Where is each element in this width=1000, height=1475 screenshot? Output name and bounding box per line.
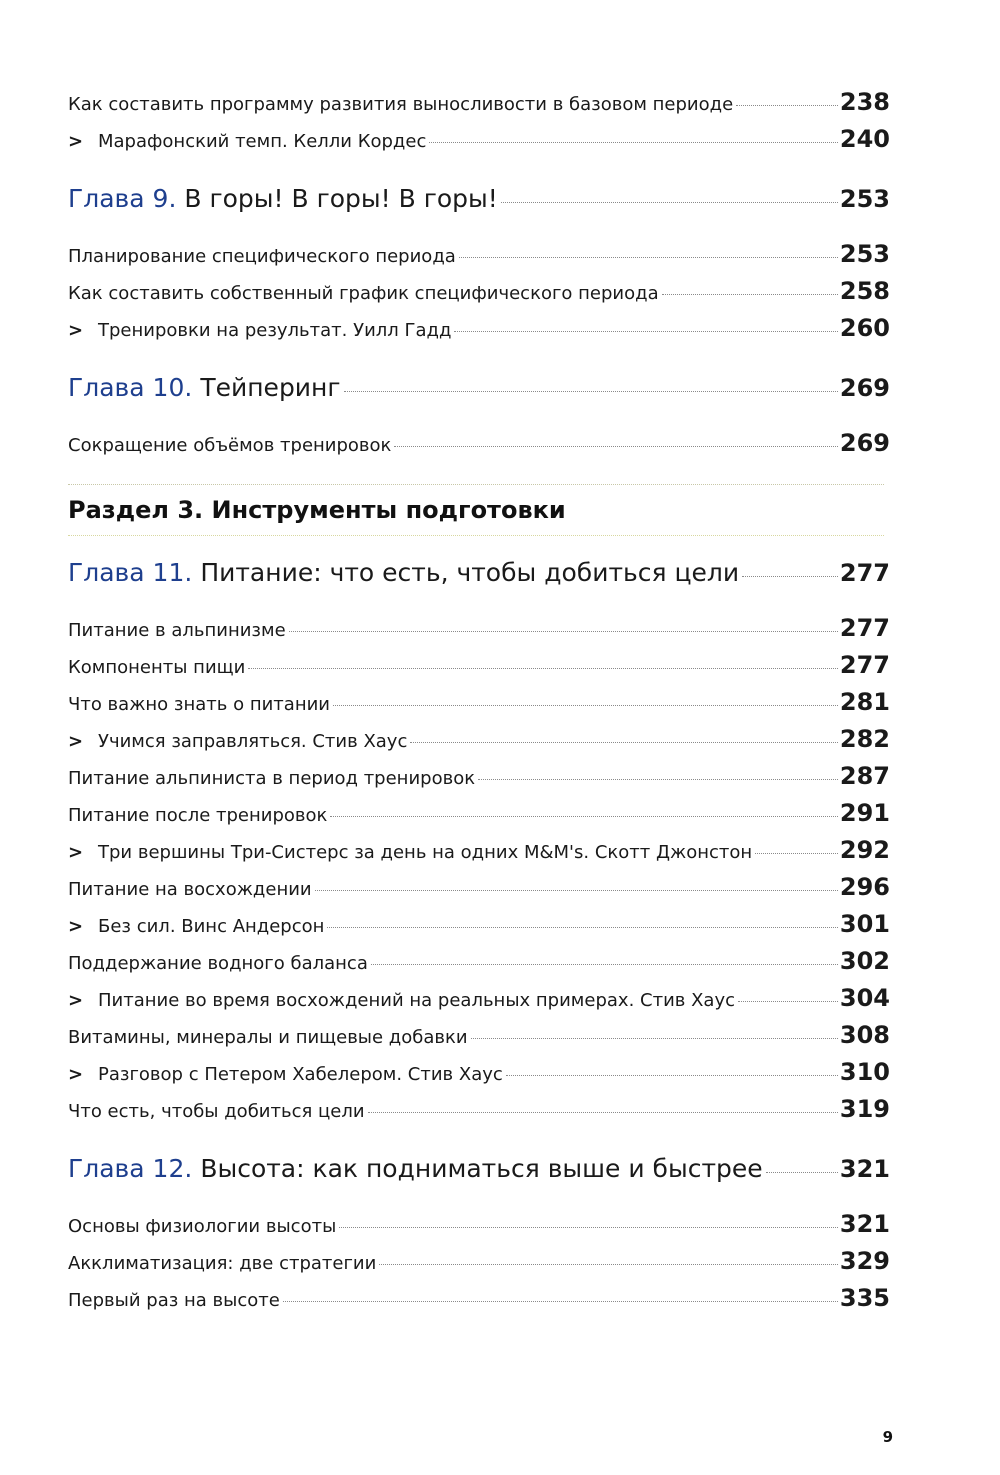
page-ref: 253	[839, 240, 890, 268]
chapter-title: Питание: что есть, чтобы добиться цели	[200, 558, 740, 587]
toc-entry[interactable]	[68, 1284, 890, 1321]
dot-leader	[371, 964, 838, 965]
page-ref: 310	[839, 1058, 890, 1086]
page-ref: 292	[839, 836, 890, 864]
toc-group	[68, 88, 890, 162]
toc-entry-title	[68, 916, 324, 937]
chapter-heading[interactable]	[68, 558, 890, 614]
toc-entry[interactable]	[68, 762, 890, 799]
toc-entry[interactable]	[68, 947, 890, 984]
dot-leader	[330, 816, 838, 817]
toc-group	[68, 1210, 890, 1321]
page-ref: 291	[839, 799, 890, 827]
page-ref: 277	[839, 559, 890, 587]
toc-entry[interactable]	[68, 910, 890, 947]
dot-leader	[501, 202, 838, 203]
toc-entry-text: Как составить программу развития выносливости в базовом периоде	[68, 94, 734, 115]
toc-entry-title	[68, 657, 245, 678]
chapter-heading[interactable]	[68, 184, 890, 240]
dot-leader	[410, 742, 838, 743]
toc-entry-title	[68, 1027, 468, 1048]
dot-leader	[394, 446, 837, 447]
toc-entry[interactable]	[68, 125, 890, 162]
toc-entry[interactable]	[68, 1210, 890, 1247]
toc-entry-text: Питание альпиниста в период тренировок	[68, 768, 476, 789]
toc-entry-title	[68, 131, 426, 152]
page-ref: 258	[839, 277, 890, 305]
dot-leader	[506, 1075, 838, 1076]
toc-entry[interactable]	[68, 725, 890, 762]
dot-leader	[738, 1001, 838, 1002]
toc-entry-title	[68, 620, 286, 641]
chapter-heading[interactable]	[68, 1154, 890, 1210]
toc-entry[interactable]	[68, 277, 890, 314]
toc-entry-text: Тренировки на результат. Уилл Гадд	[98, 320, 452, 341]
toc-entry[interactable]	[68, 836, 890, 873]
toc-entry-title	[68, 1216, 336, 1237]
toc-entry-title	[68, 320, 451, 341]
dot-leader	[755, 853, 838, 854]
page-ref: 329	[839, 1247, 890, 1275]
page-ref: 308	[839, 1021, 890, 1049]
toc-group	[68, 240, 890, 351]
toc-entry-title	[68, 1290, 280, 1311]
dot-leader	[429, 142, 838, 143]
toc-entry-title	[68, 731, 407, 752]
page-ref: 287	[839, 762, 890, 790]
chapter-label: Глава 11.	[68, 558, 193, 587]
dot-leader	[478, 779, 838, 780]
section-heading[interactable]	[68, 484, 884, 536]
toc-entry-text: Питание после тренировок	[68, 805, 328, 826]
dot-leader	[315, 890, 838, 891]
dot-leader	[459, 257, 838, 258]
toc-entry-text: Как составить собственный график специфического периода	[68, 283, 659, 304]
dot-leader	[379, 1264, 838, 1265]
toc-entry-text: Питание в альпинизме	[68, 620, 286, 641]
chapter-label: Глава 10.	[68, 373, 193, 402]
toc-entry-title	[68, 694, 330, 715]
toc-entry-text: Что важно знать о питании	[68, 694, 330, 715]
chevron-right-icon: >	[68, 1064, 84, 1085]
dot-leader	[368, 1112, 838, 1113]
dot-leader	[344, 391, 838, 392]
dot-leader	[283, 1301, 838, 1302]
table-of-contents	[68, 88, 890, 1321]
toc-entry-text: Питание во время восхождений на реальных примерах. Стив Хаус	[98, 990, 736, 1011]
toc-entry-text: Сокращение объёмов тренировок	[68, 435, 392, 456]
toc-entry[interactable]	[68, 651, 890, 688]
toc-entry-text: Учимся заправляться. Стив Хаус	[98, 731, 408, 752]
page-ref: 282	[839, 725, 890, 753]
toc-entry[interactable]	[68, 688, 890, 725]
toc-entry-text: Основы физиологии высоты	[68, 1216, 337, 1237]
chapter-label: Глава 12.	[68, 1154, 193, 1183]
page-ref: 238	[839, 88, 890, 116]
chevron-right-icon: >	[68, 990, 84, 1011]
toc-entry-text: Без сил. Винс Андерсон	[98, 916, 325, 937]
chapter-title: Тейперинг	[200, 373, 341, 402]
page-ref: 260	[839, 314, 890, 342]
page-number: 9	[882, 1428, 893, 1446]
page-ref: 335	[839, 1284, 890, 1312]
dot-leader	[248, 668, 838, 669]
toc-entry-title	[68, 435, 391, 456]
chevron-right-icon: >	[68, 131, 84, 152]
chevron-right-icon: >	[68, 731, 84, 752]
page-ref: 296	[839, 873, 890, 901]
page-ref: 277	[839, 614, 890, 642]
chapter-title: В горы! В горы! В горы!	[184, 184, 498, 213]
dot-leader	[289, 631, 838, 632]
toc-entry-title	[68, 842, 752, 863]
toc-entry[interactable]	[68, 88, 890, 125]
page-ref: 277	[839, 651, 890, 679]
page-ref: 319	[839, 1095, 890, 1123]
page-ref: 321	[839, 1210, 890, 1238]
toc-entry[interactable]	[68, 984, 890, 1021]
toc-entry-title	[68, 768, 475, 789]
page-ref: 281	[839, 688, 890, 716]
toc-group	[68, 429, 890, 466]
toc-entry-text: Поддержание водного баланса	[68, 953, 368, 974]
toc-entry[interactable]	[68, 1095, 890, 1132]
toc-entry[interactable]	[68, 429, 890, 466]
page-ref: 269	[839, 429, 890, 457]
page-ref: 269	[839, 374, 890, 402]
toc-entry-text: Первый раз на высоте	[68, 1290, 280, 1311]
toc-entry-title	[68, 246, 456, 267]
toc-entry[interactable]	[68, 614, 890, 651]
toc-entry-title	[68, 1101, 365, 1122]
toc-entry-text: Питание на восхождении	[68, 879, 312, 900]
toc-entry-title	[68, 953, 368, 974]
toc-entry-title	[68, 1253, 376, 1274]
toc-group	[68, 614, 890, 1132]
toc-entry[interactable]	[68, 799, 890, 836]
toc-entry-text: Витамины, минералы и пищевые добавки	[68, 1027, 468, 1048]
toc-entry[interactable]	[68, 1247, 890, 1284]
dot-leader	[333, 705, 838, 706]
dot-leader	[662, 294, 838, 295]
page-ref: 240	[839, 125, 890, 153]
toc-entry-text: Три вершины Три-Систерс за день на одних M&M's. Скотт Джонстон	[98, 842, 753, 863]
page-ref: 321	[839, 1155, 890, 1183]
page-ref: 304	[839, 984, 890, 1012]
dot-leader	[766, 1172, 838, 1173]
dot-leader	[742, 576, 838, 577]
chevron-right-icon: >	[68, 320, 84, 341]
toc-entry-title	[68, 94, 733, 115]
dot-leader	[736, 105, 838, 106]
dot-leader	[339, 1227, 838, 1228]
chapter-label: Глава 9.	[68, 184, 177, 213]
dot-leader	[454, 331, 837, 332]
page-ref: 302	[839, 947, 890, 975]
page-ref: 253	[839, 185, 890, 213]
toc-entry-text: Что есть, чтобы добиться цели	[68, 1101, 365, 1122]
chevron-right-icon: >	[68, 916, 84, 937]
toc-entry[interactable]	[68, 240, 890, 277]
toc-entry-text: Компоненты пищи	[68, 657, 246, 678]
toc-entry-title	[68, 805, 327, 826]
toc-entry-title	[68, 283, 659, 304]
toc-entry-title	[68, 1064, 503, 1085]
toc-entry[interactable]	[68, 1021, 890, 1058]
toc-entry-title	[68, 990, 735, 1011]
dot-leader	[471, 1038, 838, 1039]
chevron-right-icon: >	[68, 842, 84, 863]
section-title: Раздел 3. Инструменты подготовки	[68, 496, 566, 524]
toc-entry-text: Марафонский темп. Келли Кордес	[98, 131, 427, 152]
toc-entry[interactable]	[68, 873, 890, 910]
chapter-title: Высота: как подниматься выше и быстрее	[200, 1154, 763, 1183]
toc-entry-text: Разговор с Петером Хабелером. Стив Хаус	[98, 1064, 503, 1085]
toc-entry-text: Планирование специфического периода	[68, 246, 456, 267]
toc-entry[interactable]	[68, 1058, 890, 1095]
dot-leader	[327, 927, 837, 928]
page-ref: 301	[839, 910, 890, 938]
toc-entry-title	[68, 879, 312, 900]
toc-entry-text: Акклиматизация: две стратегии	[68, 1253, 377, 1274]
chapter-heading[interactable]	[68, 373, 890, 429]
toc-entry[interactable]	[68, 314, 890, 351]
